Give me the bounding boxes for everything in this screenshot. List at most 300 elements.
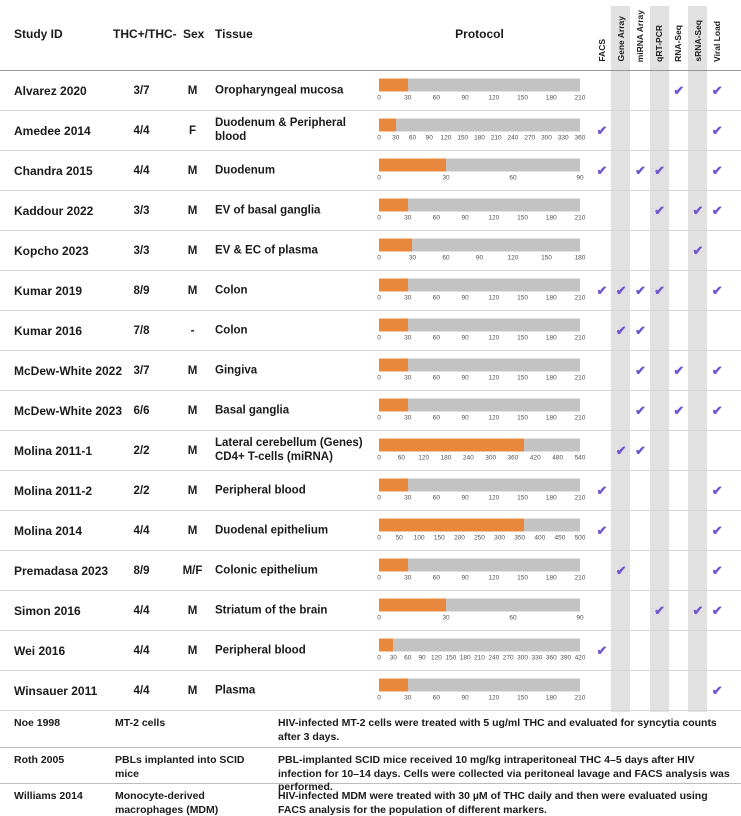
axis-tick-label: 30 [392, 134, 400, 141]
check-icon-facs: ✔ [596, 642, 608, 658]
study-id: Molina 2011-1 [14, 443, 93, 458]
axis-tick-label: 210 [490, 134, 502, 141]
table-row [0, 711, 741, 748]
axis-tick-label: 270 [502, 654, 514, 661]
check-icon-qrt-pcr: ✔ [654, 602, 666, 618]
table-row [0, 551, 741, 591]
axis-tick-label: 120 [488, 694, 500, 701]
table-row [0, 311, 741, 351]
thc-duration-bar [379, 558, 408, 571]
thc-duration-bar [379, 118, 396, 131]
thc-duration-bar [379, 398, 408, 411]
protocol-timeline [377, 478, 586, 503]
timeline-track [379, 398, 580, 411]
protocol-timeline [377, 558, 586, 583]
axis-tick-label: 30 [404, 214, 412, 221]
protocol-timeline [377, 638, 586, 663]
check-icon-qrt-pcr: ✔ [654, 282, 666, 298]
axis-tick-label: 30 [404, 694, 412, 701]
axis-tick-label: 150 [517, 334, 528, 341]
axis-tick-label: 60 [404, 654, 412, 661]
check-icon-gene-array: ✔ [615, 562, 627, 578]
axis-tick-label: 270 [524, 134, 536, 141]
axis-tick-label: 60 [432, 574, 441, 581]
axis-tick-label: 150 [517, 374, 528, 381]
sex-value: M [187, 524, 198, 537]
thc-duration-bar [379, 678, 408, 691]
tissue-value [215, 203, 378, 218]
sex-value: M [187, 84, 198, 97]
thc-duration-bar [379, 318, 408, 331]
check-icon-qrt-pcr: ✔ [654, 162, 666, 178]
axis-tick-label: 150 [517, 414, 528, 421]
tissue-value [215, 363, 378, 378]
axis-tick-label: 50 [395, 534, 403, 541]
thc-ratio: 4/4 [133, 644, 150, 657]
axis-tick-label: 180 [459, 654, 471, 661]
axis-tick-label: 180 [545, 334, 557, 341]
axis-tick-label: 30 [442, 174, 450, 181]
timeline-track [379, 438, 580, 451]
tissue-value [215, 116, 378, 146]
table-row [0, 471, 741, 511]
table-row [0, 111, 741, 151]
check-icon-viral-load: ✔ [711, 602, 723, 618]
table-row [0, 511, 741, 551]
study-id: Kumar 2016 [14, 323, 83, 338]
axis-tick-label: 150 [517, 94, 528, 101]
tissue-value [215, 283, 378, 298]
timeline-track [379, 638, 580, 651]
axis-tick-label: 240 [462, 454, 474, 461]
thc-ratio: 4/4 [133, 604, 150, 617]
study-id: Chandra 2015 [14, 163, 93, 178]
table-row [0, 391, 741, 431]
check-icon-qrt-pcr: ✔ [654, 202, 666, 218]
protocol-text: HIV-infected MT-2 cells were treated with 5 ug/ml THC and evaluated for syncytia counts after 3 days. [278, 717, 717, 743]
thc-duration-bar [379, 358, 408, 371]
sex-value: M [187, 204, 198, 217]
axis-tick-label: 90 [461, 214, 469, 221]
axis-tick-label: 60 [397, 454, 405, 461]
tissue-line: Duodenum [215, 164, 276, 177]
protocol-timeline [377, 438, 586, 463]
in-vitro-rows [0, 711, 741, 816]
axis-tick-label: 120 [488, 294, 500, 301]
study-id: McDew-White 2022 [14, 363, 123, 378]
study-id: Roth 2005 [14, 754, 65, 766]
protocol-timeline [377, 678, 586, 703]
study-id: Williams 2014 [14, 790, 83, 802]
timeline-track [379, 598, 580, 611]
protocol-timeline [377, 158, 584, 183]
table-row [0, 271, 741, 311]
axis-tick-label: 210 [574, 574, 586, 581]
axis-tick-label: 60 [432, 334, 441, 341]
axis-tick-label: 210 [574, 214, 586, 221]
col-header-sex: Sex [183, 27, 205, 41]
thc-ratio: 3/7 [133, 84, 150, 97]
timeline-axis [377, 174, 584, 183]
study-id: Wei 2016 [14, 643, 66, 658]
check-icon-viral-load: ✔ [711, 122, 723, 138]
timeline-axis [377, 134, 586, 143]
tissue-line: Peripheral blood [215, 644, 306, 657]
axis-tick-label: 0 [377, 374, 381, 381]
model-value: MT-2 cells [115, 717, 166, 729]
check-icon-mirna-array: ✔ [634, 362, 646, 378]
col-header-thc: THC+/THC- [113, 27, 177, 41]
axis-tick-label: 90 [461, 414, 469, 421]
model-value: Monocyte-derived macrophages (MDM) [115, 790, 219, 816]
axis-tick-label: 180 [474, 134, 485, 141]
col-header-label-srna-seq: sRNA-Seq [692, 20, 703, 62]
check-icon-facs: ✔ [596, 522, 608, 538]
axis-tick-label: 180 [545, 294, 557, 301]
axis-tick-label: 330 [557, 134, 569, 141]
tissue-line: EV & EC of plasma [215, 244, 318, 257]
thc-duration-bar [379, 238, 412, 251]
col-header-mirna-array [630, 6, 649, 62]
axis-tick-label: 360 [507, 454, 519, 461]
axis-tick-label: 360 [574, 134, 586, 141]
timeline-axis [377, 414, 586, 423]
axis-tick-label: 90 [461, 334, 469, 341]
timeline-axis [377, 94, 586, 103]
axis-tick-label: 420 [574, 654, 586, 661]
protocol-timeline [377, 598, 584, 623]
study-id: Molina 2011-2 [14, 483, 93, 498]
tissue-value [215, 323, 378, 338]
axis-tick-label: 90 [475, 254, 484, 261]
thc-duration-bar [379, 518, 524, 531]
check-icon-mirna-array: ✔ [634, 402, 646, 418]
axis-tick-label: 90 [461, 574, 469, 581]
check-icon-facs: ✔ [596, 282, 608, 298]
col-header-protocol: Protocol [455, 27, 504, 41]
axis-tick-label: 150 [445, 654, 457, 661]
timeline-track [379, 278, 580, 291]
axis-tick-label: 180 [545, 694, 557, 701]
timeline-axis [377, 214, 586, 223]
sex-value: M [187, 644, 198, 657]
sex-value: M [187, 244, 198, 257]
axis-tick-label: 210 [474, 654, 485, 661]
tissue-line: Gingiva [215, 364, 258, 377]
axis-tick-label: 180 [545, 574, 557, 581]
axis-tick-label: 300 [541, 134, 552, 141]
axis-tick-label: 30 [408, 254, 417, 261]
timeline-axis [377, 454, 586, 463]
table-row [0, 784, 741, 816]
study-rows [0, 71, 741, 711]
axis-tick-label: 0 [377, 94, 381, 101]
axis-tick-label: 30 [404, 94, 412, 101]
table-header-row [0, 0, 741, 71]
thc-ratio: 3/7 [133, 364, 150, 377]
thc-ratio: 4/4 [133, 524, 150, 537]
axis-tick-label: 300 [494, 534, 506, 541]
axis-tick-label: 180 [574, 254, 586, 261]
col-header-label-facs: FACS [596, 39, 607, 62]
axis-tick-label: 150 [517, 214, 528, 221]
axis-tick-label: 120 [488, 414, 500, 421]
timeline-track [379, 678, 580, 691]
axis-tick-label: 400 [534, 534, 546, 541]
axis-tick-label: 300 [517, 654, 528, 661]
tissue-line: Peripheral blood [215, 484, 306, 497]
study-id: Kopcho 2023 [14, 243, 89, 258]
sex-value: F [188, 124, 197, 137]
axis-tick-label: 60 [432, 214, 441, 221]
check-icon-srna-seq: ✔ [692, 202, 704, 218]
timeline-track [379, 318, 580, 331]
axis-tick-label: 210 [574, 374, 586, 381]
protocol-timeline [377, 238, 586, 263]
check-icon-viral-load: ✔ [711, 282, 723, 298]
protocol-timeline [377, 278, 586, 303]
timeline-axis [377, 694, 586, 703]
timeline-axis [377, 534, 586, 543]
check-icon-facs: ✔ [596, 482, 608, 498]
axis-tick-label: 180 [545, 214, 557, 221]
axis-tick-label: 390 [560, 654, 572, 661]
axis-tick-label: 210 [574, 94, 586, 101]
axis-tick-label: 60 [432, 414, 441, 421]
tissue-line: Oropharyngeal mucosa [215, 84, 344, 97]
tissue-line: Striatum of the brain [215, 604, 328, 617]
col-header-gene-array [611, 6, 630, 62]
sex-value: M [187, 484, 198, 497]
study-id: Molina 2014 [14, 523, 83, 538]
axis-tick-label: 120 [418, 454, 430, 461]
axis-tick-label: 210 [574, 334, 586, 341]
axis-tick-label: 90 [461, 694, 469, 701]
timeline-axis [377, 334, 586, 343]
timeline-track [379, 558, 580, 571]
tissue-value [215, 243, 378, 258]
axis-tick-label: 210 [574, 414, 586, 421]
check-icon-mirna-array: ✔ [634, 162, 646, 178]
tissue-line: Duodenal epithelium [215, 524, 329, 537]
thc-ratio: 8/9 [133, 564, 150, 577]
timeline-track [379, 358, 580, 371]
thc-duration-bar [379, 438, 524, 451]
col-header-viral-load [707, 6, 726, 62]
axis-tick-label: 0 [377, 214, 381, 221]
check-icon-mirna-array: ✔ [634, 442, 646, 458]
tissue-line: Colon [215, 284, 248, 297]
sex-value: M [187, 284, 198, 297]
protocol-timeline [377, 318, 586, 343]
thc-ratio: 3/3 [133, 244, 150, 257]
check-icon-mirna-array: ✔ [634, 322, 646, 338]
axis-tick-label: 90 [576, 614, 584, 621]
axis-tick-label: 0 [377, 334, 381, 341]
tissue-line: Colonic epithelium [215, 564, 318, 577]
tissue-value [215, 683, 378, 698]
axis-tick-label: 150 [457, 134, 469, 141]
thc-ratio: 2/2 [133, 444, 150, 457]
protocol-text: PBL-implanted SCID mice received 10 mg/kg intraperitoneal THC 4–5 days after HIV infection for 10–14 days. Cells were collected via peritoneal lavage and FACS analysis was performed. [278, 754, 730, 794]
check-icon-mirna-array: ✔ [634, 282, 646, 298]
study-id: Kumar 2019 [14, 283, 83, 298]
table-row [0, 631, 741, 671]
axis-tick-label: 330 [531, 654, 543, 661]
axis-tick-label: 350 [514, 534, 526, 541]
axis-tick-label: 30 [404, 334, 412, 341]
axis-tick-label: 120 [430, 654, 442, 661]
tissue-value [215, 603, 378, 618]
tissue-value [215, 83, 378, 98]
check-icon-viral-load: ✔ [711, 82, 723, 98]
table-row [0, 591, 741, 631]
axis-tick-label: 60 [408, 134, 417, 141]
axis-tick-label: 150 [517, 494, 528, 501]
check-icon-rna-seq: ✔ [673, 402, 685, 418]
thc-ratio: 3/3 [133, 204, 150, 217]
table-row [0, 71, 741, 111]
axis-tick-label: 90 [461, 294, 469, 301]
axis-tick-label: 30 [404, 374, 412, 381]
col-header-label-gene-array: Gene Array [615, 16, 626, 62]
tissue-line: CD4+ T-cells (miRNA) [215, 451, 333, 464]
axis-tick-label: 120 [507, 254, 519, 261]
protocol-timeline [377, 198, 586, 223]
axis-tick-label: 90 [461, 94, 469, 101]
axis-tick-label: 90 [461, 494, 469, 501]
check-icon-rna-seq: ✔ [673, 362, 685, 378]
check-icon-viral-load: ✔ [711, 522, 723, 538]
axis-tick-label: 60 [432, 494, 441, 501]
axis-tick-label: 150 [517, 294, 528, 301]
axis-tick-label: 180 [545, 494, 557, 501]
thc-duration-bar [379, 598, 446, 611]
thc-duration-bar [379, 478, 408, 491]
axis-tick-label: 30 [442, 614, 450, 621]
axis-tick-label: 100 [413, 534, 425, 541]
table-row [0, 231, 741, 271]
tissue-line: Colon [215, 324, 248, 337]
col-header-label-qrt-pcr: qRT-PCR [654, 25, 665, 62]
timeline-track [379, 478, 580, 491]
col-header-study-id: Study ID [14, 27, 63, 41]
axis-tick-label: 60 [442, 254, 450, 261]
sex-value: - [190, 324, 195, 337]
axis-tick-label: 210 [574, 494, 586, 501]
axis-tick-label: 60 [432, 294, 441, 301]
axis-tick-label: 0 [377, 694, 381, 701]
tissue-value [215, 403, 378, 418]
check-icon-srna-seq: ✔ [692, 602, 704, 618]
check-icon-rna-seq: ✔ [673, 82, 685, 98]
col-header-tissue: Tissue [215, 27, 253, 41]
thc-ratio: 6/6 [133, 404, 150, 417]
axis-tick-label: 540 [574, 454, 586, 461]
tissue-value [215, 643, 378, 658]
sex-value: M [187, 604, 198, 617]
timeline-track [379, 238, 580, 251]
table-row [0, 748, 741, 794]
axis-tick-label: 120 [488, 334, 500, 341]
axis-tick-label: 200 [453, 534, 465, 541]
tissue-value [215, 436, 378, 466]
sex-value: M/F [182, 564, 203, 577]
check-icon-viral-load: ✔ [711, 482, 723, 498]
axis-tick-label: 210 [574, 294, 586, 301]
check-icon-viral-load: ✔ [711, 682, 723, 698]
tissue-line: Lateral cerebellum (Genes) [215, 436, 363, 449]
thc-ratio: 8/9 [133, 284, 150, 297]
axis-tick-label: 150 [541, 254, 552, 261]
study-id: Alvarez 2020 [14, 83, 87, 98]
check-icon-gene-array: ✔ [615, 282, 627, 298]
axis-tick-label: 210 [574, 694, 586, 701]
axis-tick-label: 0 [377, 654, 381, 661]
axis-tick-label: 360 [545, 654, 557, 661]
thc-duration-bar [379, 158, 446, 171]
thc-duration-bar [379, 78, 408, 91]
axis-tick-label: 60 [509, 174, 517, 181]
table-row [0, 151, 741, 191]
axis-tick-label: 60 [432, 694, 441, 701]
axis-tick-label: 240 [507, 134, 519, 141]
axis-tick-label: 0 [377, 174, 381, 181]
timeline-axis [377, 494, 586, 503]
axis-tick-label: 120 [488, 494, 500, 501]
axis-tick-label: 30 [389, 654, 397, 661]
table-row [0, 671, 741, 711]
axis-tick-label: 500 [574, 534, 586, 541]
axis-tick-label: 0 [377, 454, 381, 461]
study-id: Premadasa 2023 [14, 563, 109, 578]
tissue-line: Duodenum & Peripheral blood [215, 116, 346, 144]
check-icon-gene-array: ✔ [615, 322, 627, 338]
timeline-axis [377, 574, 586, 583]
axis-tick-label: 420 [529, 454, 541, 461]
axis-tick-label: 30 [404, 574, 412, 581]
table-row [0, 431, 741, 471]
tissue-value [215, 163, 378, 178]
check-icon-viral-load: ✔ [711, 562, 723, 578]
thc-ratio: 4/4 [133, 164, 150, 177]
study-id: Kaddour 2022 [14, 203, 94, 218]
check-icon-viral-load: ✔ [711, 402, 723, 418]
sex-value: M [187, 364, 198, 377]
tissue-value [215, 563, 378, 578]
axis-tick-label: 120 [440, 134, 452, 141]
thc-ratio: 4/4 [133, 124, 150, 137]
col-header-label-mirna-array: miRNA Array [634, 9, 645, 62]
col-header-label-rna-seq: RNA-Seq [673, 25, 684, 62]
axis-tick-label: 0 [377, 414, 381, 421]
timeline-axis [377, 654, 586, 663]
protocol-timeline [377, 118, 586, 143]
axis-tick-label: 30 [404, 494, 412, 501]
table-row [0, 351, 741, 391]
thc-ratio: 4/4 [133, 684, 150, 697]
timeline-track [379, 118, 580, 131]
axis-tick-label: 240 [488, 654, 500, 661]
thc-duration-bar [379, 638, 393, 651]
axis-tick-label: 300 [485, 454, 497, 461]
axis-tick-label: 0 [377, 534, 381, 541]
axis-tick-label: 180 [545, 414, 557, 421]
axis-tick-label: 0 [377, 614, 381, 621]
axis-tick-label: 180 [440, 454, 452, 461]
axis-tick-label: 0 [377, 254, 381, 261]
axis-tick-label: 0 [377, 134, 381, 141]
